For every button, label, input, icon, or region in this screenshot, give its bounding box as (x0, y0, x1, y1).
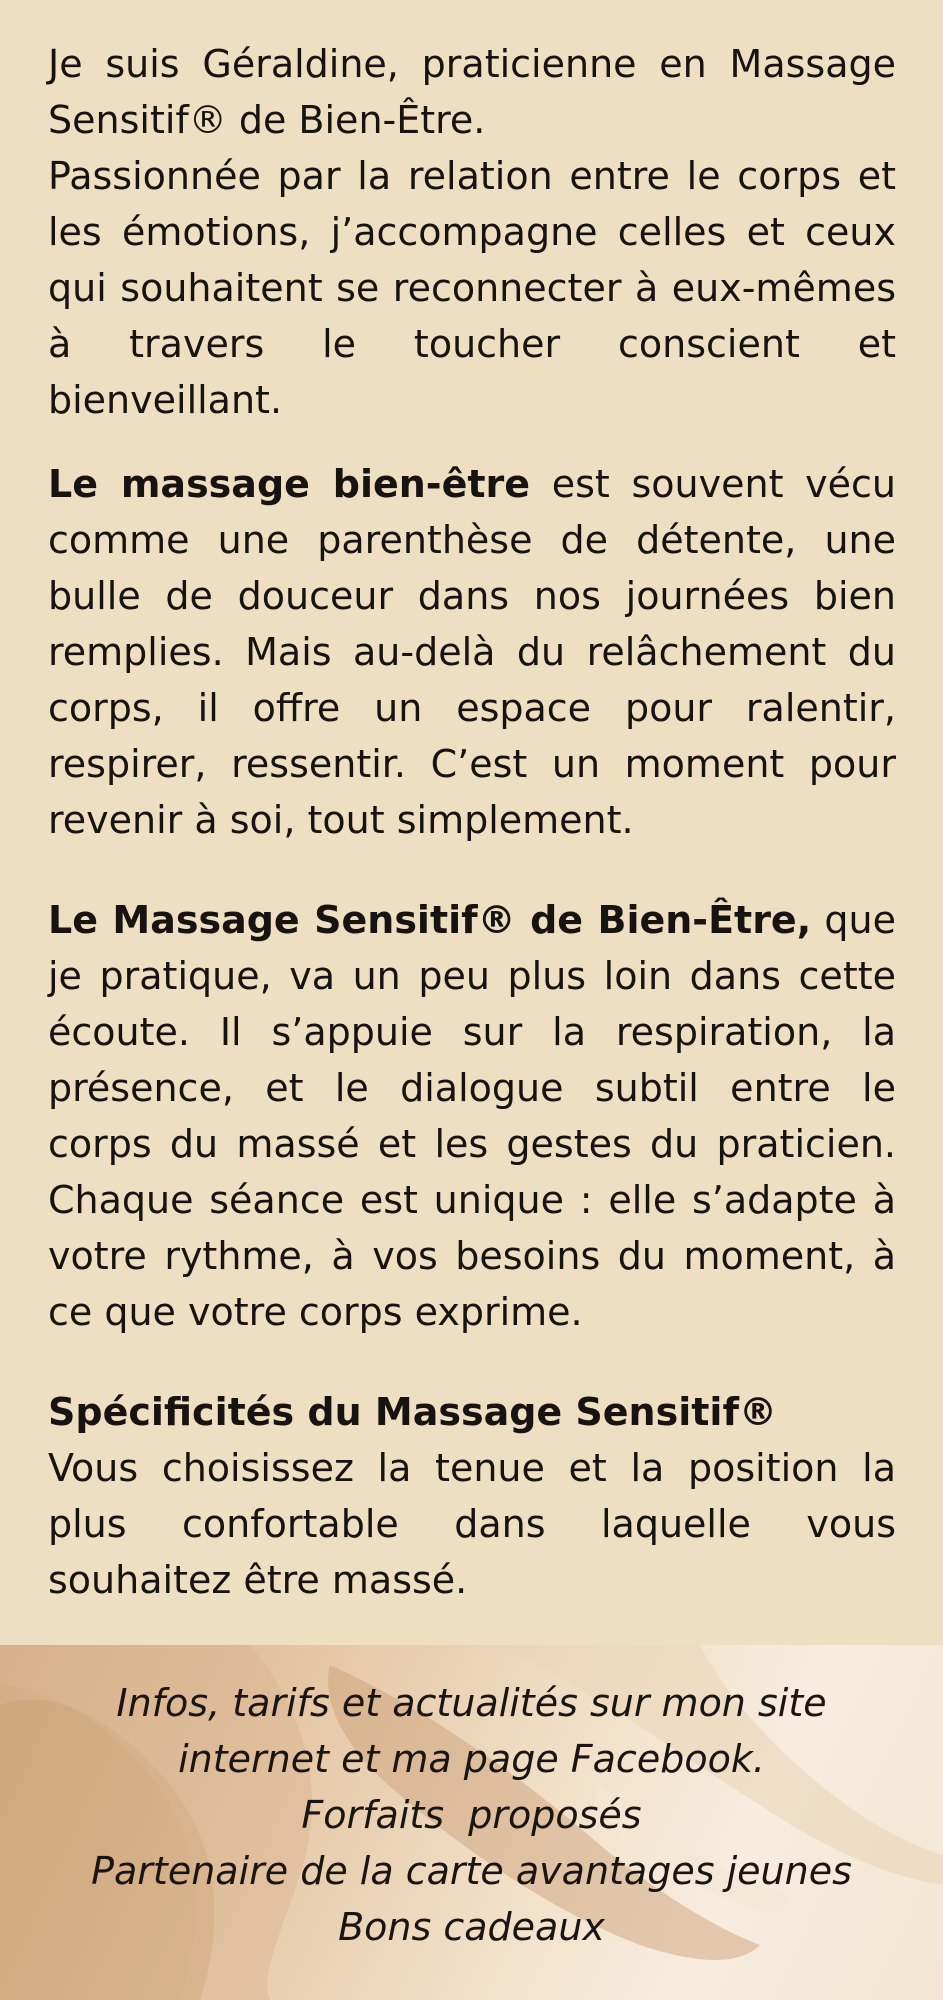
massage-bien-etre-paragraph (48, 456, 896, 848)
footer-line-5: Bons cadeaux (338, 1905, 605, 1949)
specificites-text: Vous choisissez la tenue et la position la plus confortable dans laquelle vous souhaitez être massé. (48, 1446, 896, 1602)
massage-bien-etre-title: Le massage bien-être (48, 462, 531, 506)
main-content (48, 36, 896, 1608)
specificites-paragraph (48, 1384, 896, 1608)
footer-text (0, 1675, 943, 1955)
intro-line-2: Passionnée par la relation entre le corps et les émotions, j’accompagne celles et ceux qui souhaitent se reconnecter à eux-mêmes à travers le toucher conscient et bienveillant. (48, 154, 896, 422)
massage-sensitif-paragraph (48, 892, 896, 1340)
footer-line-2: internet et ma page Facebook. (178, 1737, 765, 1781)
footer-line-4: Partenaire de la carte avantages jeunes (91, 1849, 852, 1893)
massage-sensitif-text: que je pratique, va un peu plus loin dans cette écoute. Il s’appuie sur la respiration, la présence, et le dialogue subtil entre le corps du massé et les gestes du praticien. Chaque séance est unique : elle s’adapte à votre rythme, à vos besoins du moment, à ce que votre corps exprime. (48, 898, 897, 1334)
specificites-heading: Spécificités du Massage Sensitif® (48, 1390, 777, 1434)
footer-line-1: Infos, tarifs et actualités sur mon site (116, 1681, 827, 1725)
massage-bien-etre-text: est souvent vécu comme une parenthèse de détente, une bulle de douceur dans nos journées bien remplies. Mais au-delà du relâchement du corps, il offre un espace pour ralentir, respirer, ressentir. C’est un moment pour revenir à soi, tout simplement. (48, 462, 896, 842)
footer-line-3: Forfaits proposés (301, 1793, 642, 1837)
intro-paragraph (48, 36, 896, 428)
intro-line-1: Je suis Géraldine, praticienne en Massage Sensitif® de Bien-Être. (48, 42, 896, 142)
massage-sensitif-title: Le Massage Sensitif® de Bien-Être, (48, 898, 812, 942)
footer-banner (0, 1645, 943, 2000)
